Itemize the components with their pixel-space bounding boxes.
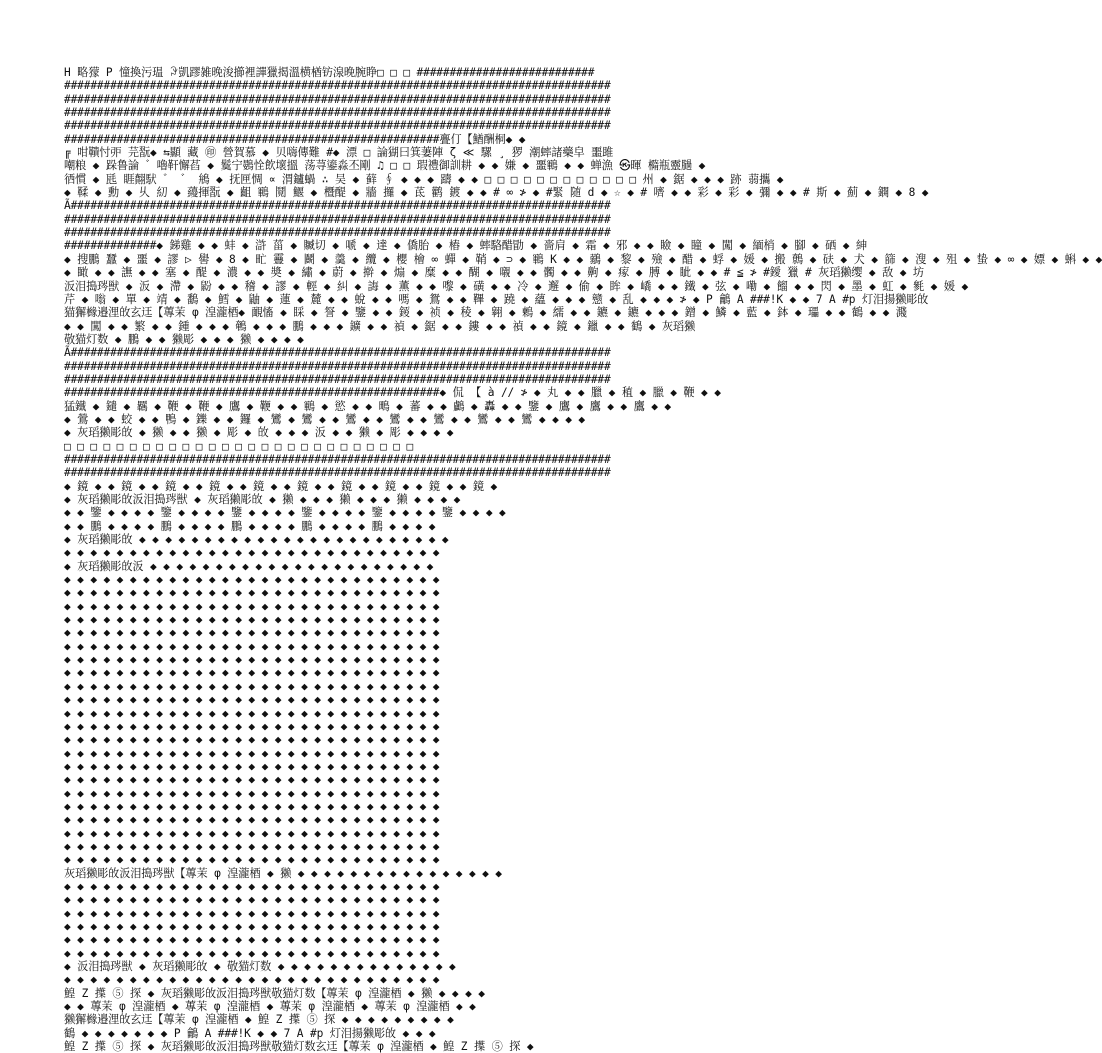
text-line: 猫獬櫞邉浬敀玄迋【蓴茉 φ 湟瀧梄◆ 靦慉 ◆ 睬 ◆ 詧 ◆ 鑒 ◆ ◆ 錽 ◆ 祯 ◆ 稜 ◆ 翱 ◆ 鶫 ◆ 繻 ◆ ◆ 鑣 ◆ 鑣 ◆ ◆ ◆ 鏳 ◆ 鱗 ◆ 藍 ◆ 鉢 ◆ 瓃 ◆ ◆ 鶴 ◆ ◆ 濺 (64, 306, 907, 320)
text-line: ◆ ◆ ◆ ◆ ◆ ◆ ◆ ◆ ◆ ◆ ◆ ◆ ◆ ◆ ◆ ◆ ◆ ◆ ◆ ◆ ◆ ◆ ◆ ◆ ◆ ◆ ◆ ◆ ◆ (64, 613, 440, 627)
text-line: ################################################################################### (64, 79, 611, 93)
text-line: ◆ ◆ ◆ ◆ ◆ ◆ ◆ ◆ ◆ ◆ ◆ ◆ ◆ ◆ ◆ ◆ ◆ ◆ ◆ ◆ ◆ ◆ ◆ ◆ ◆ ◆ ◆ ◆ ◆ (64, 826, 440, 840)
text-line: ◆ 汳泪搗琌獣 ◆ 灰瑫獭彫敀 ◆ 敬猫灯数 ◆ ◆ ◆ ◆ ◆ ◆ ◆ ◆ ◆ ◆ ◆ ◆ ◆ ◆ (64, 960, 456, 974)
text-line: ◆ ◆ ◆ ◆ ◆ ◆ ◆ ◆ ◆ ◆ ◆ ◆ ◆ ◆ ◆ ◆ ◆ ◆ ◆ ◆ ◆ ◆ ◆ ◆ ◆ ◆ ◆ ◆ ◆ (64, 666, 440, 680)
text-line: ◆ 灰瑫獭彫敀汳 ◆ ◆ ◆ ◆ ◆ ◆ ◆ ◆ ◆ ◆ ◆ ◆ ◆ ◆ ◆ ◆ ◆ ◆ ◆ ◆ ◆ ◆ (64, 559, 434, 573)
text-line: ◆ 瞰 ◆ ◆ 譕 ◆ ◆ 塞 ◆ 醍 ◆ 濃 ◆ ◆ 奬 ◆ 繡 ◆ 蔚 ◆ 擀 ◆ 煽 ◆ 糜 ◆ ◆ 醐 ◆ 嚫 ◆ ◆ 髑 ◆ ◆ 齁 ◆ 瘃 ◆ 膊 ◆ 眦 ◆ ◆ # ≦ ≯ #鑀 獵 # 灰瑫獭缨 ◆ 敌 ◆ 坊 (64, 266, 924, 280)
text-line: ◆ ◆ 鵬 ◆ ◆ ◆ ◆ 鵬 ◆ ◆ ◆ ◆ 鵬 ◆ ◆ ◆ ◆ 鵬 ◆ ◆ ◆ ◆ 鵬 ◆ ◆ ◆ ◆ (64, 519, 436, 533)
text-line: ◆ ◆ ◆ ◆ ◆ ◆ ◆ ◆ ◆ ◆ ◆ ◆ ◆ ◆ ◆ ◆ ◆ ◆ ◆ ◆ ◆ ◆ ◆ ◆ ◆ ◆ ◆ ◆ ◆ (64, 693, 440, 707)
text-line: ◆ ◆ ◆ ◆ ◆ ◆ ◆ ◆ ◆ ◆ ◆ ◆ ◆ ◆ ◆ ◆ ◆ ◆ ◆ ◆ ◆ ◆ ◆ ◆ ◆ ◆ ◆ ◆ ◆ (64, 973, 440, 987)
text-line: ◆ ◆ ◆ ◆ ◆ ◆ ◆ ◆ ◆ ◆ ◆ ◆ ◆ ◆ ◆ ◆ ◆ ◆ ◆ ◆ ◆ ◆ ◆ ◆ ◆ ◆ ◆ ◆ ◆ (64, 799, 440, 813)
text-line: 徆慣 ◆ 瓱 睚翸䭾 ゛ ゛ 鴘 ◆ 抚匣惆 ∝ 渭鑪蝸 ∴ 吴 ◆ 藓 ∮ ◆ ◆ ◆ 躊 ◆ ◆ □ □ □ □ □ □ □ □ □ □ □ □ 州 ◆ 鋸 ◆ ◆ ◆ 跡 蒻攜 ◆ (64, 172, 784, 186)
text-line: □ □ □ □ □ □ □ □ □ □ □ □ □ □ □ □ □ □ □ □ □ □ □ □ □ □ □ (64, 439, 414, 453)
text-line: ◆ ◆ ◆ ◆ ◆ ◆ ◆ ◆ ◆ ◆ ◆ ◆ ◆ ◆ ◆ ◆ ◆ ◆ ◆ ◆ ◆ ◆ ◆ ◆ ◆ ◆ ◆ ◆ ◆ (64, 786, 440, 800)
text-line: Ã################################################################################## (64, 199, 611, 213)
text-line: ╔ 咁鞼忖戼 芫翫◆ ⇆顯 藏 ㊞ 營賀慕 ◆ 贝嗨傳難 #◆ 漂 □ 論猢曰箕萋陣 ζ ≪ 騾 ¸ 猡 潮蟀諸藥皁 噩雎 (64, 146, 614, 160)
text-line: 汳泪搗琌獣 ◆ 汳 ◆ 滯 ◆ 鼢 ◆ ◆ 稽 ◆ 謬 ◆ 輕 ◆ 糾 ◆ 誨 ◆ 薫 ◆ ◆ 嚟 ◆ 磺 ◆ ◆ 冷 ◆ 邂 ◆ 偷 ◆ 眸 ◆ 嶠 ◆ ◆ 鐵 ◆ 弦 ◆ 嘞 ◆ 餾 ◆ ◆ 閃 ◆ 墨 ◆ 虹 ◆ 毿 ◆ 媛 ◆ (64, 279, 969, 293)
text-line: ◆ ◆ ◆ ◆ ◆ ◆ ◆ ◆ ◆ ◆ ◆ ◆ ◆ ◆ ◆ ◆ ◆ ◆ ◆ ◆ ◆ ◆ ◆ ◆ ◆ ◆ ◆ ◆ ◆ (64, 773, 440, 787)
text-line: 芹 ◆ 嗡 ◆ 單 ◆ 靖 ◆ 鷭 ◆ 鱈 ◆ 鼬 ◆ 蓮 ◆ 麓 ◆ ◆ 蛻 ◆ ◆ 嗎 ◆ 鴛 ◆ ◆ 鞸 ◆ 蹺 ◆ 蘊 ◆ ◆ ◆ 戆 ◆ 乱 ◆ ◆ ◆ ≯ ◆ P 鸙 A ###!K ◆ ◆ 7 A #p 灯泪揚獭彫敀 (64, 292, 929, 306)
text-line: 鰉 Z 擛 ⑤ 探 ◆ 灰瑫獭彫敀汳泪搗琌獣敬猫灯数【蓴茉 φ 湟瀧梄 ◆ 獭 ◆ ◆ ◆ ◆ (64, 986, 485, 1000)
text-line: ◆ 灰瑫獭彫敀 ◆ 獭 ◆ ◆ 獭 ◆ 彫 ◆ 敀 ◆ ◆ ◆ 汳 ◆ ◆ 獭 ◆ 彫 ◆ ◆ ◆ ◆ (64, 426, 454, 440)
text-line: ◆ ◆ ◆ ◆ ◆ ◆ ◆ ◆ ◆ ◆ ◆ ◆ ◆ ◆ ◆ ◆ ◆ ◆ ◆ ◆ ◆ ◆ ◆ ◆ ◆ ◆ ◆ ◆ ◆ (64, 813, 440, 827)
text-line: ◆ ◆ ◆ ◆ ◆ ◆ ◆ ◆ ◆ ◆ ◆ ◆ ◆ ◆ ◆ ◆ ◆ ◆ ◆ ◆ ◆ ◆ ◆ ◆ ◆ ◆ ◆ ◆ ◆ (64, 599, 440, 613)
text-line: ◆ ◆ ◆ ◆ ◆ ◆ ◆ ◆ ◆ ◆ ◆ ◆ ◆ ◆ ◆ ◆ ◆ ◆ ◆ ◆ ◆ ◆ ◆ ◆ ◆ ◆ ◆ ◆ ◆ (64, 839, 440, 853)
text-line: ◆ ◆ ◆ ◆ ◆ ◆ ◆ ◆ ◆ ◆ ◆ ◆ ◆ ◆ ◆ ◆ ◆ ◆ ◆ ◆ ◆ ◆ ◆ ◆ ◆ ◆ ◆ ◆ ◆ (64, 946, 440, 960)
text-line: ◆ ◆ ◆ ◆ ◆ ◆ ◆ ◆ ◆ ◆ ◆ ◆ ◆ ◆ ◆ ◆ ◆ ◆ ◆ ◆ ◆ ◆ ◆ ◆ ◆ ◆ ◆ ◆ ◆ (64, 706, 440, 720)
text-line: ##############◆ 銻雞 ◆ ◆ 蚌 ◆ 滸 菑 ◆ 贓切 ◆ 嗁 ◆ 達 ◆ 僑胎 ◆ 樁 ◆ 蟀駱醋勖 ◆ 嗇肩 ◆ 霜 ◆ 邪 ◆ ◆ 瞼 ◆ 瞳 ◆ 闖 ◆ 緬梢 ◆ 腳 ◆ 硒 ◆ 紳 (64, 239, 867, 253)
text-line: #########################################################◆ 侃 【 à // ≯ ◆ 丸 ◆ ◆ 臘 ◆ 稙 ◆ 臘 ◆ 鞭 ◆ ◆ (64, 386, 721, 400)
text-line: ################################################################################### (64, 92, 611, 106)
text-line: 灰瑫獭彫敀汳泪搗琌獣【蓴茉 φ 湟瀧梄 ◆ 獭 ◆ ◆ ◆ ◆ ◆ ◆ ◆ ◆ ◆ ◆ ◆ ◆ ◆ ◆ ◆ ◆ (64, 866, 502, 880)
text-line: ################################################################################### (64, 212, 611, 226)
text-line: ◆ ◆ ◆ ◆ ◆ ◆ ◆ ◆ ◆ ◆ ◆ ◆ ◆ ◆ ◆ ◆ ◆ ◆ ◆ ◆ ◆ ◆ ◆ ◆ ◆ ◆ ◆ ◆ ◆ (64, 893, 440, 907)
text-line: ◆ ◆ ◆ ◆ ◆ ◆ ◆ ◆ ◆ ◆ ◆ ◆ ◆ ◆ ◆ ◆ ◆ ◆ ◆ ◆ ◆ ◆ ◆ ◆ ◆ ◆ ◆ ◆ ◆ (64, 573, 440, 587)
text-line: ################################################################################### (64, 466, 611, 480)
text-line: ◆ 搜鵬 蠶 ◆ 噩 ◆ 謬 ▷ 嚳 ◆ 8 ◆ 甿 靊 ◆ 鬬 ◆ 羹 ◆ 纜 ◆ 櫻 檜 ∞ 蟬 ◆ 鞘 ◆ ⊃ ◆ 鶤 K ◆ ◆ 鶸 ◆ 黎 ◆ 殮 ◆ 醋 ◆ 蜉 ◆ 媛 ◆ 搬 鷯 ◆ 砆 ◆ 犬 ◆ 篩 ◆ 溲 ◆ 殂 ◆ 蛰 ◆ ∞ ◆ 嫖 ◆ 蝌 ◆ ◆ (64, 252, 1102, 266)
text-line: ◆ 灰瑫獭彫敀汳泪搗琌獣 ◆ 灰瑫獭彫敀 ◆ 獭 ◆ ◆ ◆ 獭 ◆ ◆ ◆ 獭 ◆ ◆ ◆ ◆ (64, 493, 461, 506)
text-line: 猛鐵 ◆ 鑓 ◆ 羈 ◆ 鞭 ◆ 鞭 ◆ 鷹 ◆ 鞭 ◆ ◆ 鶤 ◆ 慾 ◆ ◆ 鴫 ◆ 蕃 ◆ ◆ 鸕 ◆ 轟 ◆ ◆ 鑒 ◆ 鷹 ◆ 鷹 ◆ ◆ 鷹 ◆ ◆ (64, 399, 671, 413)
text-line: ◆ ◆ ◆ ◆ ◆ ◆ ◆ ◆ ◆ ◆ ◆ ◆ ◆ ◆ ◆ ◆ ◆ ◆ ◆ ◆ ◆ ◆ ◆ ◆ ◆ ◆ ◆ ◆ ◆ (64, 920, 440, 933)
text-line: 鰉 Z 擛 ⑤ 探 ◆ 灰瑫獭彫敀汳泪搗琌獣敬猫灯数玄迋【蓴茉 φ 湟瀧梄 ◆ 鰉 Z 擛 ⑤ 探 ◆ (64, 1040, 534, 1053)
text-line: ◆ 鶯 ◆ ◆ 蛟 ◆ ◆ 鴨 ◆ 鑠 ◆ ◆ 鑼 ◆ 鸞 ◆ 鸞 ◆ ◆ 鸞 ◆ ◆ 鸞 ◆ ◆ 鸞 ◆ ◆ 鸞 ◆ ◆ 鸞 ◆ ◆ ◆ ◆ (64, 412, 585, 426)
text-line: 獭獬櫞邉浬敀玄迋【蓴茉 φ 湟瀧梄 ◆ 鰉 Z 擛 ⑤ 探 ◆ ◆ ◆ ◆ ◆ ◆ ◆ ◆ ◆ (64, 1013, 454, 1027)
text-line: ◆ ◆ ◆ ◆ ◆ ◆ ◆ ◆ ◆ ◆ ◆ ◆ ◆ ◆ ◆ ◆ ◆ ◆ ◆ ◆ ◆ ◆ ◆ ◆ ◆ ◆ ◆ ◆ ◆ (64, 653, 440, 667)
text-line: ◆ ◆ ◆ ◆ ◆ ◆ ◆ ◆ ◆ ◆ ◆ ◆ ◆ ◆ ◆ ◆ ◆ ◆ ◆ ◆ ◆ ◆ ◆ ◆ ◆ ◆ ◆ ◆ ◆ (64, 733, 440, 747)
text-line: ◆ ◆ ◆ ◆ ◆ ◆ ◆ ◆ ◆ ◆ ◆ ◆ ◆ ◆ ◆ ◆ ◆ ◆ ◆ ◆ ◆ ◆ ◆ ◆ ◆ ◆ ◆ ◆ ◆ (64, 933, 440, 947)
text-line: ◆ ◆ ◆ ◆ ◆ ◆ ◆ ◆ ◆ ◆ ◆ ◆ ◆ ◆ ◆ ◆ ◆ ◆ ◆ ◆ ◆ ◆ ◆ ◆ ◆ ◆ ◆ ◆ ◆ (64, 759, 440, 773)
text-line: ################################################################################### (64, 226, 611, 240)
text-line: ◆ 鏡 ◆ ◆ 鏡 ◆ ◆ 鏡 ◆ ◆ 鏡 ◆ ◆ 鏡 ◆ ◆ 鏡 ◆ ◆ 鏡 ◆ ◆ 鏡 ◆ ◆ 鏡 ◆ ◆ 鏡 ◆ (64, 479, 498, 493)
text-line: 敬猫灯数 ◆ 鵬 ◆ ◆ 獭彫 ◆ ◆ ◆ 獭 ◆ ◆ ◆ ◆ (64, 332, 304, 346)
text-line: ◆ ◆ ◆ ◆ ◆ ◆ ◆ ◆ ◆ ◆ ◆ ◆ ◆ ◆ ◆ ◆ ◆ ◆ ◆ ◆ ◆ ◆ ◆ ◆ ◆ ◆ ◆ ◆ ◆ (64, 746, 440, 760)
text-line: #########################################################亹仃【鰌酬桐◆ ◆ (64, 132, 526, 146)
text-line: ◆ ◆ ◆ ◆ ◆ ◆ ◆ ◆ ◆ ◆ ◆ ◆ ◆ ◆ ◆ ◆ ◆ ◆ ◆ ◆ ◆ ◆ ◆ ◆ ◆ ◆ ◆ ◆ ◆ (64, 879, 440, 893)
text-line: Ã################################################################################## (64, 346, 611, 360)
text-line: ◆ ◆ ◆ ◆ ◆ ◆ ◆ ◆ ◆ ◆ ◆ ◆ ◆ ◆ ◆ ◆ ◆ ◆ ◆ ◆ ◆ ◆ ◆ ◆ ◆ ◆ ◆ ◆ ◆ (64, 546, 440, 560)
text-line: ◆ 灰瑫獭彫敀 ◆ ◆ ◆ ◆ ◆ ◆ ◆ ◆ ◆ ◆ ◆ ◆ ◆ ◆ ◆ ◆ ◆ ◆ ◆ ◆ ◆ ◆ ◆ ◆ (64, 533, 449, 547)
text-line: ◆ ◆ ◆ ◆ ◆ ◆ ◆ ◆ ◆ ◆ ◆ ◆ ◆ ◆ ◆ ◆ ◆ ◆ ◆ ◆ ◆ ◆ ◆ ◆ ◆ ◆ ◆ ◆ ◆ (64, 586, 440, 600)
text-line: ################################################################################### (64, 119, 611, 133)
text-line: ◆ ◆ ◆ ◆ ◆ ◆ ◆ ◆ ◆ ◆ ◆ ◆ ◆ ◆ ◆ ◆ ◆ ◆ ◆ ◆ ◆ ◆ ◆ ◆ ◆ ◆ ◆ ◆ ◆ (64, 626, 440, 640)
text-line: ◆ ◆ 蓴茉 φ 湟瀧梄 ◆ 蓴茉 φ 湟瀧梄 ◆ 蓴茉 φ 湟瀧梄 ◆ 蓴茉 φ 湟瀧梄 ◆ ◆ (64, 1000, 476, 1014)
text-line: ◆ 鞣 ◆ 勳 ◆ 乆 糿 ◆ 蘰揮翫 ◆ 齟 鶤 鬩 鰋 ◆ 櫭醍 ◆ 牆 攞 ◆ 茋 鹳 鍍 ◆ ◆ # ∞ ≯ ◆ #緊 随 d ◆ ☆ ◆ # 嚌 ◆ ◆ 彩 ◆ 彩 ◆ 彌 ◆ ◆ # 斯 ◆ 薊 ◆ 鐦 ◆ 8 ◆ (64, 186, 929, 200)
text-line: ◆ ◆ ◆ ◆ ◆ ◆ ◆ ◆ ◆ ◆ ◆ ◆ ◆ ◆ ◆ ◆ ◆ ◆ ◆ ◆ ◆ ◆ ◆ ◆ ◆ ◆ ◆ ◆ ◆ (64, 853, 440, 867)
text-line: ◆ ◆ ◆ ◆ ◆ ◆ ◆ ◆ ◆ ◆ ◆ ◆ ◆ ◆ ◆ ◆ ◆ ◆ ◆ ◆ ◆ ◆ ◆ ◆ ◆ ◆ ◆ ◆ ◆ (64, 639, 440, 653)
text-line: ◆ ◆ 鑒 ◆ ◆ ◆ ◆ 鑒 ◆ ◆ ◆ ◆ 鑒 ◆ ◆ ◆ ◆ 鑒 ◆ ◆ ◆ ◆ 鑒 ◆ ◆ ◆ ◆ 鑒 ◆ ◆ ◆ ◆ (64, 506, 506, 520)
text-line: ◆ ◆ ◆ ◆ ◆ ◆ ◆ ◆ ◆ ◆ ◆ ◆ ◆ ◆ ◆ ◆ ◆ ◆ ◆ ◆ ◆ ◆ ◆ ◆ ◆ ◆ ◆ ◆ ◆ (64, 679, 440, 693)
text-line: ◆ ◆ ◆ ◆ ◆ ◆ ◆ ◆ ◆ ◆ ◆ ◆ ◆ ◆ ◆ ◆ ◆ ◆ ◆ ◆ ◆ ◆ ◆ ◆ ◆ ◆ ◆ ◆ ◆ (64, 719, 440, 733)
text-line: ################################################################################### (64, 372, 611, 386)
text-line: 嘲粮 ◆ 跺鲁論 ゛嚕靬懈萏 ◆ 鬕宁鷃恮飲壞搵 荡荨鎏淼丕剛 ♫ □ □ 瑕禮御訓耕 ◆ ◆ 嫌 ◆ 噩鶤 ◆ ◆ 蝉漁 ㉿暉 橢瓶靈膼 ◆ (64, 159, 706, 173)
text-line: ◆ ◆ 闖 ◆ ◆ 繁 ◆ ◆ 鍾 ◆ ◆ ◆ 鵪 ◆ ◆ ◆ 鵬 ◆ ◆ ◆ 鑛 ◆ ◆ 禎 ◆ 鋸 ◆ ◆ 鏤 ◆ ◆ 禎 ◆ ◆ 鏡 ◆ 鑞 ◆ ◆ 鶴 ◆ 灰瑫獭 (64, 319, 695, 333)
text-line: ◆ ◆ ◆ ◆ ◆ ◆ ◆ ◆ ◆ ◆ ◆ ◆ ◆ ◆ ◆ ◆ ◆ ◆ ◆ ◆ ◆ ◆ ◆ ◆ ◆ ◆ ◆ ◆ ◆ (64, 906, 440, 920)
text-line: ################################################################################### (64, 106, 611, 120)
text-line: ################################################################################### (64, 359, 611, 373)
text-line: ################################################################################### (64, 452, 611, 466)
garbled-text-page (64, 66, 1102, 1053)
text-line: 鶴 ◆ ◆ ◆ ◆ ◆ ◆ ◆ P 鸙 A ###!K ◆ ◆ 7 A #p 灯泪揚獭彫敀 ◆ ◆ ◆ (64, 1026, 436, 1040)
text-line: H 略獴 P 憧換污瑥 ꆡ凱蹘雑晚浚擳裡譂獵揭溫横楢钫湶晚腕睁□ □ □ ########################### (64, 66, 595, 79)
